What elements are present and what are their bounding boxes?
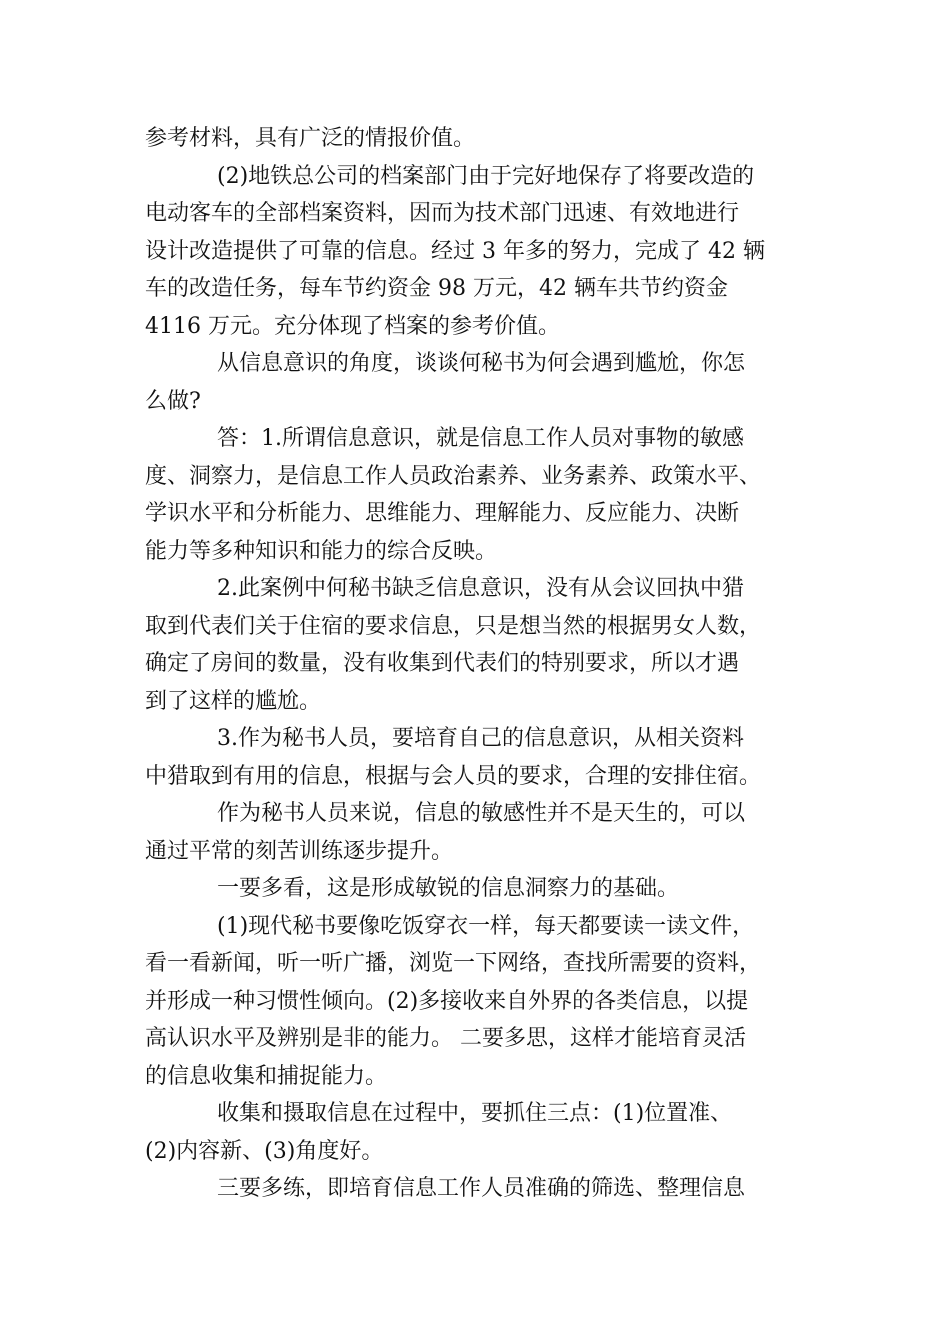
text-line: 通过平常的刻苦训练逐步提升。 <box>145 838 454 864</box>
text-line: 参考材料，具有广泛的情报价值。 <box>145 126 476 151</box>
text-line: 高认识水平及辨别是非的能力。 二要多思，这样才能培育灵活 <box>145 1026 746 1051</box>
answer-line: 度、洞察力，是信息工作人员政治素养、业务素养、政策水平、 <box>145 463 762 489</box>
text-line: 并形成一种习惯性倾向。(2)多接收来自外界的各类信息，以提 <box>145 988 749 1014</box>
text-line: 车的改造任务，每车节约资金 98 万元，42 辆车共节约资金 <box>145 276 728 301</box>
text-line: 一要多看，这是形成敏锐的信息洞察力的基础。 <box>217 876 680 901</box>
text-line: 4116 万元。充分体现了档案的参考价值。 <box>145 313 560 339</box>
text-line: 的信息收集和捕捉能力。 <box>145 1063 388 1089</box>
answer-line: 到了这样的尴尬。 <box>145 688 322 714</box>
text-line: (1)现代秘书要像吃饭穿衣一样，每天都要读一读文件， <box>217 913 755 939</box>
question-line: 么做? <box>145 388 201 414</box>
text-line: 作为秘书人员来说，信息的敏感性并不是天生的，可以 <box>217 801 746 826</box>
text-line: (2)内容新、(3)角度好。 <box>145 1138 384 1164</box>
answer-line: 能力等多种知识和能力的综合反映。 <box>145 538 498 564</box>
text-line: 电动客车的全部档案资料，因而为技术部门迅速、有效地进行 <box>145 201 740 226</box>
answer-line: 取到代表们关于住宿的要求信息，只是想当然的根据男女人数， <box>145 613 762 639</box>
question-line: 从信息意识的角度，谈谈何秘书为何会遇到尴尬，你怎 <box>217 351 746 376</box>
text-line: 收集和摄取信息在过程中，要抓住三点：(1)位置准、 <box>217 1101 733 1126</box>
answer-line: 学识水平和分析能力、思维能力、理解能力、反应能力、决断 <box>145 501 740 526</box>
answer-line: 3.作为秘书人员，要培育自己的信息意识，从相关资料 <box>217 726 744 751</box>
answer-line: 2.此案例中何秘书缺乏信息意识，没有从会议回执中猎 <box>217 576 744 601</box>
text-line: 看一看新闻，听一听广播，浏览一下网络，查找所需要的资料， <box>145 951 762 976</box>
document-body <box>145 120 805 1208</box>
text-line: (2)地铁总公司的档案部门由于完好地保存了将要改造的 <box>217 163 755 189</box>
answer-line: 确定了房间的数量，没有收集到代表们的特别要求，所以才遇 <box>145 651 740 676</box>
text-line: 设计改造提供了可靠的信息。经过 3 年多的努力，完成了 42 辆 <box>145 238 765 264</box>
answer-line: 中猎取到有用的信息，根据与会人员的要求，合理的安排住宿。 <box>145 763 762 789</box>
answer-line: 答：1.所谓信息意识，就是信息工作人员对事物的敏感 <box>217 426 744 451</box>
text-line: 三要多练，即培育信息工作人员准确的筛选、整理信息 <box>217 1176 746 1201</box>
